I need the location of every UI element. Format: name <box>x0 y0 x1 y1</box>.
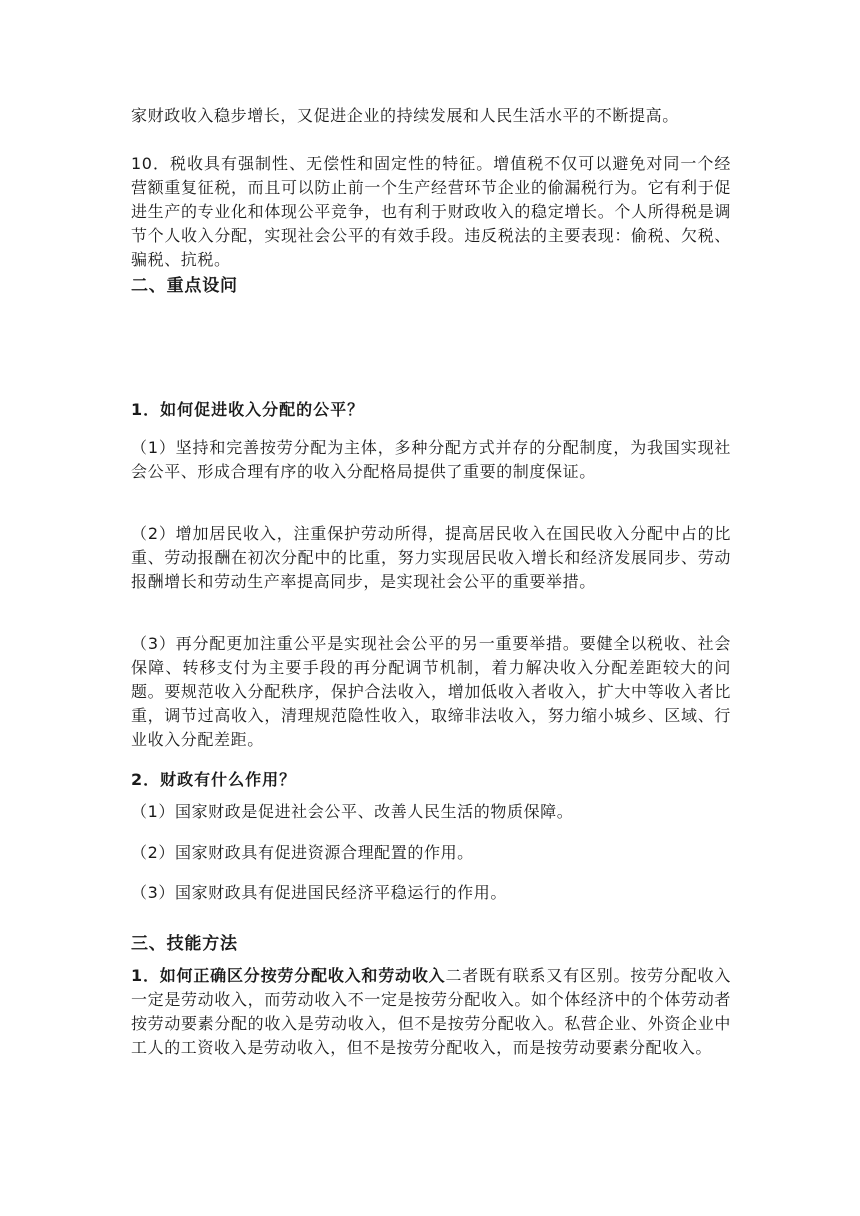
question-1-title: 1．如何促进收入分配的公平？ <box>131 400 365 419</box>
answer-1-3: （3）再分配更加注重公平是实现社会公平的另一重要举措。要健全以税收、社会保障、转移支付为主要手段的再分配调节机制，着力解决收入分配差距较大的问题。要规范收入分配秩序，保护合法收入，增加低收入者收入，扩大中等收入者比重，调节过高收入，清理规范隐性收入，取缔非法收入，努力缩小城乡、区域、行业收入分配差距。 <box>131 634 731 749</box>
skill-item-1-title: 1．如何正确区分按劳分配收入和劳动收入 <box>131 966 446 985</box>
answer-1-2: （2）增加居民收入，注重保护劳动所得，提高居民收入在国民收入分配中占的比重、劳动报酬在初次分配中的比重，努力实现居民收入增长和经济发展同步、劳动报酬增长和劳动生产率提高同步，是实现社会公平的重要举措。 <box>131 524 731 591</box>
answer-2-3: （3）国家财政具有促进国民经济平稳运行的作用。 <box>131 883 507 902</box>
section-heading-skills-methods: 三、技能方法 <box>131 934 238 954</box>
skill-item-1-body: 二者既有联系又有区别。按劳分配收入一定是劳动收入，而劳动收入不一定是按劳分配收入。如个体经济中的个体劳动者按劳动要素分配的收入是劳动收入，但不是按劳分配收入。私营企业、外资企业中工人的工资收入是劳动收入，但不是按劳分配收入，而是按劳动要素分配收入。 <box>131 966 731 1057</box>
answer-1-1: （1）坚持和完善按劳分配为主体，多种分配方式并存的分配制度，为我国实现社会公平、形成合理有序的收入分配格局提供了重要的制度保证。 <box>131 438 731 481</box>
paragraph-point-10: 10．税收具有强制性、无偿性和固定性的特征。增值税不仅可以避免对同一个经营额重复征税，而且可以防止前一个生产经营环节企业的偷漏税行为。它有利于促进生产的专业化和体现公平竞争，也有利于财政收入的稳定增长。个人所得税是调节个人收入分配，实现社会公平的有效手段。违反税法的主要表现：偷税、欠税、骗税、抗税。 <box>131 154 731 269</box>
answer-2-2: （2）国家财政具有促进资源合理配置的作用。 <box>131 843 474 862</box>
paragraph-continuation: 家财政收入稳步增长，又促进企业的持续发展和人民生活水平的不断提高。 <box>131 106 679 125</box>
answer-2-1: （1）国家财政是促进社会公平、改善人民生活的物质保障。 <box>131 802 574 821</box>
question-2-title: 2．财政有什么作用？ <box>131 770 297 789</box>
section-heading-key-questions: 二、重点设问 <box>131 276 238 296</box>
skill-item-1 <box>131 964 731 1060</box>
